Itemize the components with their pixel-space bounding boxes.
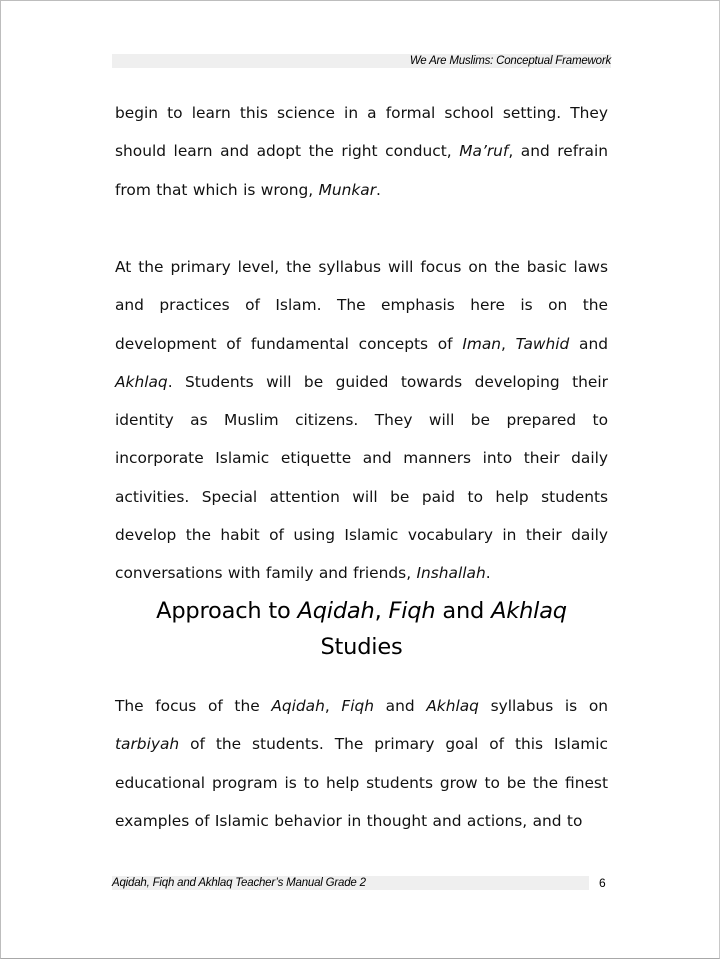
heading-italic-term: Fiqh bbox=[388, 598, 436, 624]
text-run: begin to learn this science in a formal school setting. They should learn and adopt the right conduct, bbox=[115, 104, 608, 161]
italic-term: Iman bbox=[462, 334, 502, 353]
page-number: 6 bbox=[599, 876, 606, 890]
text-run: , bbox=[324, 697, 342, 715]
italic-term: Tawhid bbox=[515, 334, 570, 353]
paragraph-primary-level bbox=[115, 248, 608, 593]
paragraph-text bbox=[115, 94, 608, 209]
running-header bbox=[112, 54, 611, 68]
italic-term: Fiqh bbox=[341, 697, 375, 715]
text-run: and bbox=[374, 697, 427, 715]
italic-term: Akhlaq bbox=[426, 697, 479, 715]
italic-term: Akhlaq bbox=[115, 372, 168, 391]
paragraph-text bbox=[115, 687, 608, 840]
text-run: . Students will be guided towards developing their identity as Muslim citizens. They will be prepared to incorporate Islamic etiquette and manners into their daily activities. Special attention will be paid to help students develop the habit of using Islamic vocabulary in their daily conversations with family and friends, bbox=[115, 372, 608, 583]
heading-text-run: Studies bbox=[320, 634, 403, 660]
italic-term: Inshallah bbox=[416, 564, 486, 583]
paragraph-text bbox=[115, 248, 608, 593]
heading-italic-term: Aqidah bbox=[297, 598, 375, 624]
text-run: The focus of the bbox=[115, 697, 272, 715]
paragraph-focus bbox=[115, 687, 608, 840]
italic-term: Ma’ruf bbox=[459, 142, 509, 161]
text-run: of the students. The primary goal of this Islamic educational program is to help students grow to be the finest examples of Islamic behavior in thought and actions, and to bbox=[115, 735, 608, 830]
text-run: . bbox=[376, 180, 381, 199]
heading-text-run: Approach to bbox=[156, 598, 298, 624]
italic-term: Aqidah bbox=[271, 697, 325, 715]
text-run: , and refrain from that which is wrong, bbox=[115, 142, 608, 199]
text-run: At the primary level, the syllabus will focus on the basic laws and practices of Islam. The emphasis here is on the development of fundamental concepts of bbox=[115, 258, 608, 353]
section-heading bbox=[115, 593, 608, 665]
heading-text-run: and bbox=[435, 598, 492, 624]
heading-text-run: , bbox=[374, 598, 389, 624]
text-run: syllabus is on bbox=[478, 697, 608, 715]
italic-term: Munkar bbox=[318, 180, 377, 199]
paragraph-conduct bbox=[115, 94, 608, 209]
text-run: , bbox=[501, 334, 516, 353]
italic-term: tarbiyah bbox=[115, 735, 180, 754]
running-footer-title: Aqidah, Fiqh and Akhlaq Teacher’s Manual Grade 2 bbox=[112, 877, 366, 889]
running-footer bbox=[112, 876, 589, 890]
text-run: . bbox=[485, 564, 491, 583]
running-header-title: We Are Muslims: Conceptual Framework bbox=[409, 55, 611, 67]
heading-italic-term: Akhlaq bbox=[491, 598, 567, 624]
text-run: and bbox=[569, 334, 608, 353]
